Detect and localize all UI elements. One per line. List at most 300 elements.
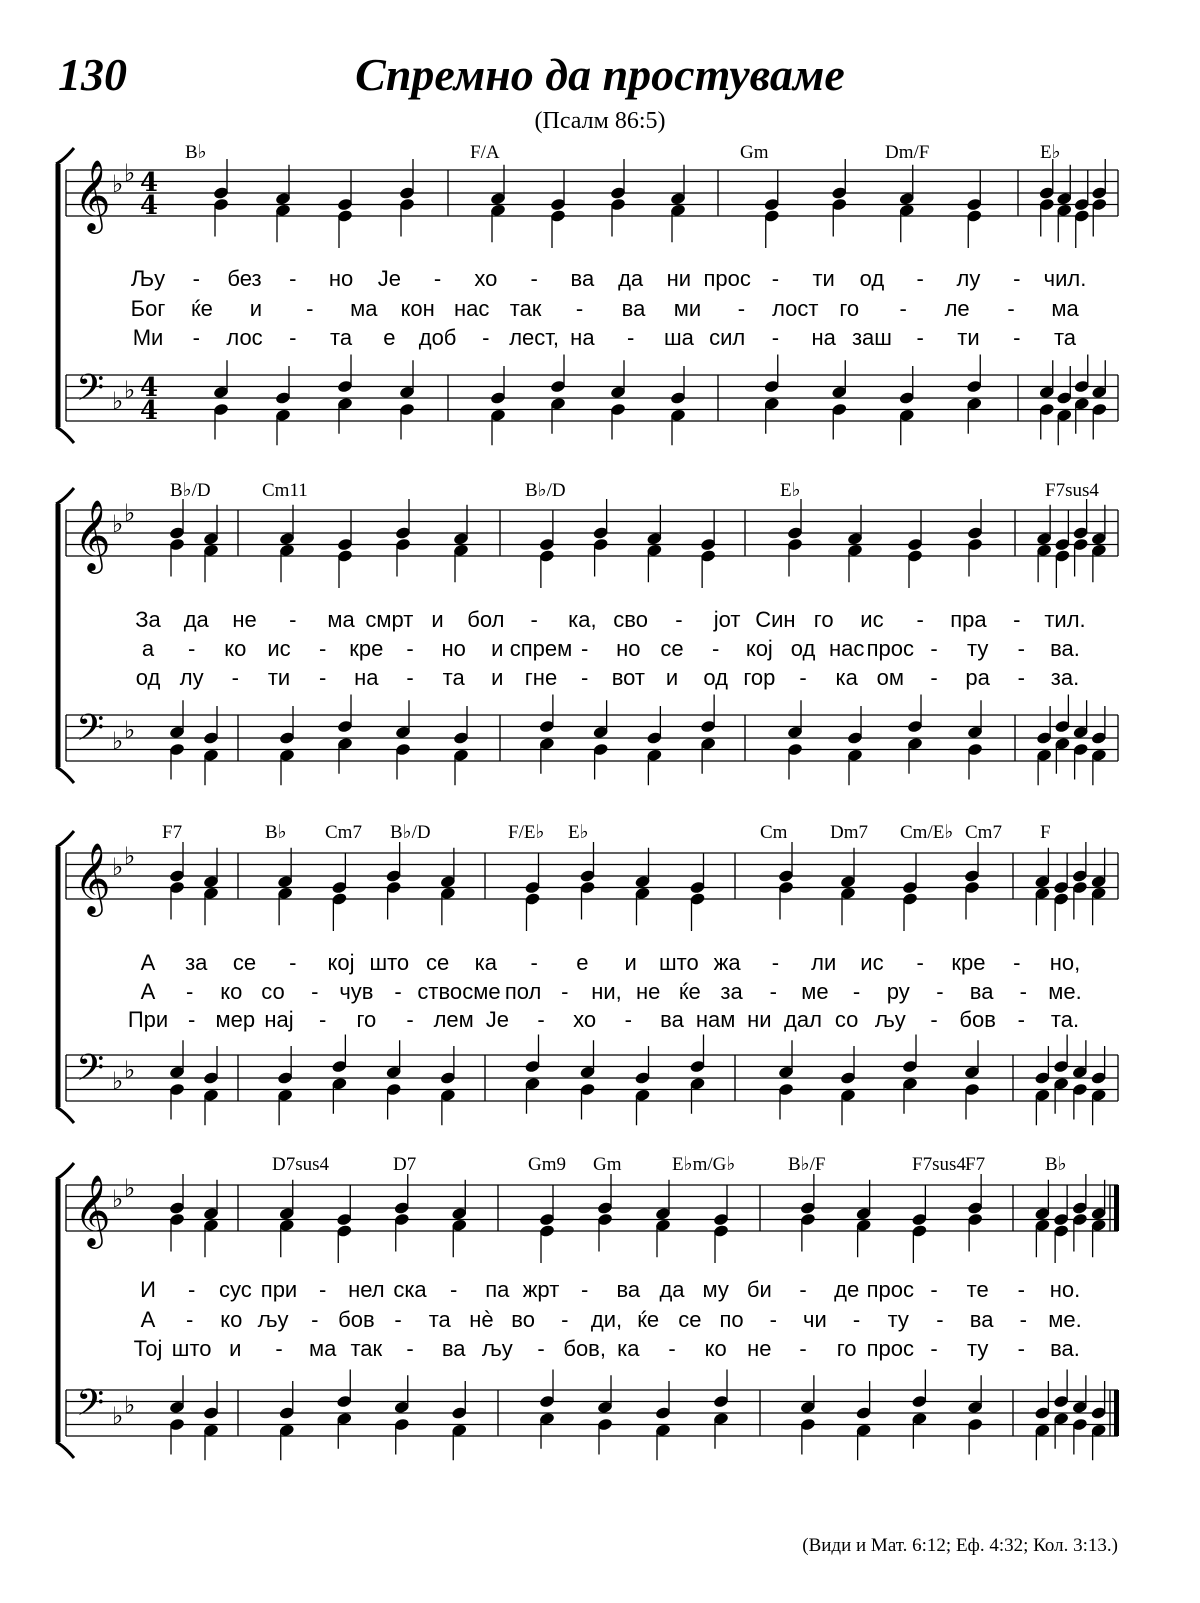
- song-subtitle: (Псалм 86:5): [534, 108, 666, 134]
- lyric-hyphen: -: [561, 979, 569, 1004]
- lyric-syllable: ва.: [1050, 1336, 1080, 1361]
- scripture-references: (Види и Мат. 6:12; Еф. 4:32; Кол. 3:13.): [802, 1535, 1118, 1556]
- lyric-syllable: е: [576, 950, 589, 975]
- lyric-hyphen: -: [852, 979, 861, 1004]
- lyric-syllable: па: [485, 1277, 510, 1302]
- lyric-syllable: и: [665, 665, 679, 690]
- lyric-syllable: ту: [967, 636, 989, 661]
- lyric-syllable: лост: [772, 296, 819, 321]
- lyric-hyphen: -: [771, 950, 780, 975]
- lyric-hyphen: -: [930, 636, 938, 661]
- lyric-syllable: сил: [709, 325, 746, 350]
- lyric-hyphen: -: [406, 665, 414, 690]
- lyric-hyphen: -: [936, 1307, 944, 1332]
- key-flat-icon: ♭: [124, 376, 136, 404]
- lyric-syllable: ва: [969, 1307, 994, 1332]
- lyric-syllable: но,: [1049, 950, 1081, 975]
- lyric-hyphen: -: [799, 1336, 807, 1361]
- lyric-syllable: за.: [1050, 665, 1080, 690]
- lyric-syllable: ка: [617, 1336, 640, 1361]
- lyric-hyphen: -: [319, 1007, 327, 1032]
- chord-symbol: F7sus4: [912, 1154, 966, 1175]
- lyric-syllable: Син: [755, 607, 796, 632]
- bracket-hook: [56, 767, 74, 783]
- lyric-hyphen: -: [306, 296, 314, 321]
- lyric-syllable: сус: [218, 1277, 252, 1302]
- lyric-syllable: и: [249, 296, 263, 321]
- lyric-syllable: прос: [866, 1277, 915, 1302]
- lyric-syllable: та.: [1050, 1007, 1080, 1032]
- treble-clef-icon: 𝄞: [74, 1173, 111, 1246]
- lyric-syllable: ва: [570, 266, 595, 291]
- lyric-syllable: ко: [224, 636, 247, 661]
- key-flat-icon: ♭: [112, 1185, 124, 1213]
- key-flat-icon: ♭: [124, 499, 136, 527]
- lyric-syllable: чил.: [1043, 266, 1087, 291]
- lyric-syllable: би: [746, 1277, 772, 1302]
- lyric-syllable: и: [491, 665, 504, 690]
- lyric-syllable: вот: [611, 665, 645, 690]
- lyric-hyphen: -: [930, 1007, 938, 1032]
- lyric-hyphen: -: [537, 1336, 545, 1361]
- lyric-syllable: на: [354, 665, 379, 690]
- lyric-syllable: ти: [957, 325, 980, 350]
- lyric-syllable: го: [356, 1007, 377, 1032]
- lyric-syllable: и: [229, 1336, 242, 1361]
- song-number: 130: [58, 49, 127, 100]
- lyric-hyphen: -: [561, 1307, 569, 1332]
- lyric-syllable: нам: [695, 1007, 736, 1032]
- lyric-syllable: му: [702, 1277, 729, 1302]
- chord-symbol: D7: [393, 1154, 417, 1175]
- lyric-syllable: ко: [220, 1307, 243, 1332]
- final-barline: [1114, 1390, 1119, 1436]
- lyric-syllable: кој: [327, 950, 355, 975]
- lyric-hyphen: -: [1007, 296, 1015, 321]
- bass-clef-icon: 𝄢: [76, 1047, 105, 1098]
- bracket-hook: [56, 488, 74, 504]
- lyric-syllable: ди,: [590, 1307, 623, 1332]
- lyric-syllable: жа: [713, 950, 741, 975]
- lyric-hyphen: -: [1017, 1277, 1025, 1302]
- chord-symbol: E♭: [568, 822, 589, 843]
- chord-symbol: Cm7: [325, 822, 362, 843]
- lyric-syllable: заш: [851, 325, 892, 350]
- lyric-syllable: жрт: [522, 1277, 560, 1302]
- lyric-syllable: ска: [393, 1277, 427, 1302]
- lyric-syllable: ми: [673, 296, 702, 321]
- bass-clef-icon: 𝄢: [76, 1382, 105, 1433]
- lyric-syllable: ле: [944, 296, 970, 321]
- key-flat-icon: ♭: [124, 1174, 136, 1202]
- lyric-syllable: чи: [803, 1307, 827, 1332]
- final-barline: [1114, 1185, 1119, 1231]
- lyric-hyphen: -: [192, 325, 200, 350]
- lyric-syllable: чув: [339, 979, 374, 1004]
- lyric-syllable: ка: [474, 950, 498, 975]
- lyric-hyphen: -: [192, 266, 200, 291]
- chord-symbol: Cm11: [262, 480, 308, 501]
- chord-symbol: B♭/D: [390, 822, 431, 843]
- lyric-hyphen: -: [916, 607, 924, 632]
- lyric-syllable: кре: [349, 636, 384, 661]
- lyric-syllable: и: [431, 607, 444, 632]
- lyric-syllable: кон: [400, 296, 435, 321]
- lyric-syllable: љу: [257, 1307, 289, 1332]
- lyric-hyphen: -: [406, 636, 414, 661]
- lyric-syllable: ва: [616, 1277, 641, 1302]
- lyric-syllable: Љу: [130, 266, 166, 291]
- lyric-syllable: од: [135, 665, 161, 690]
- lyric-hyphen: -: [1017, 665, 1025, 690]
- lyric-hyphen: -: [930, 1336, 938, 1361]
- chord-symbol: E♭: [1040, 142, 1061, 163]
- lyric-syllable: бов: [959, 1007, 996, 1032]
- lyric-syllable: и: [491, 636, 504, 661]
- lyric-hyphen: -: [450, 1277, 458, 1302]
- lyric-hyphen: -: [899, 296, 907, 321]
- lyric-hyphen: -: [186, 1307, 194, 1332]
- lyric-hyphen: -: [916, 950, 924, 975]
- lyric-syllable: се: [678, 1307, 702, 1332]
- chord-symbol: Cm7: [965, 822, 1002, 843]
- lyric-syllable: ва: [969, 979, 994, 1004]
- lyric-syllable: А: [140, 950, 156, 975]
- lyric-hyphen: -: [311, 1307, 319, 1332]
- lyric-syllable: не: [635, 979, 661, 1004]
- lyric-syllable: бов: [338, 1307, 375, 1332]
- lyric-syllable: ќе: [678, 979, 701, 1004]
- lyric-syllable: та: [330, 325, 353, 350]
- lyric-hyphen: -: [530, 607, 538, 632]
- lyric-syllable: лу: [179, 665, 204, 690]
- lyric-syllable: ва.: [1050, 636, 1080, 661]
- bass-clef-icon: 𝄢: [76, 367, 105, 418]
- lyric-syllable: сме: [462, 979, 501, 1004]
- lyric-syllable: нè: [469, 1307, 494, 1332]
- lyric-syllable: хо: [573, 1007, 597, 1032]
- lyric-hyphen: -: [188, 1007, 196, 1032]
- key-flat-icon: ♭: [124, 716, 136, 744]
- lyric-syllable: При: [127, 1007, 169, 1032]
- lyric-syllable: ис: [860, 950, 884, 975]
- lyric-syllable: гор: [743, 665, 776, 690]
- lyric-syllable: та: [428, 1307, 451, 1332]
- lyric-syllable: ни: [747, 1007, 772, 1032]
- lyric-hyphen: -: [1013, 325, 1021, 350]
- lyric-syllable: кој: [745, 636, 773, 661]
- lyric-hyphen: -: [482, 325, 490, 350]
- lyric-hyphen: -: [319, 636, 327, 661]
- lyric-syllable: ва: [621, 296, 646, 321]
- lyric-syllable: спрем: [509, 636, 573, 661]
- key-flat-icon: ♭: [124, 159, 136, 187]
- lyric-syllable: ра: [965, 665, 990, 690]
- lyric-hyphen: -: [771, 325, 780, 350]
- lyric-syllable: тил.: [1044, 607, 1086, 632]
- time-signature-top: 4: [140, 373, 159, 403]
- key-flat-icon: ♭: [124, 842, 136, 870]
- lyric-syllable: е: [383, 325, 396, 350]
- lyric-hyphen: -: [852, 1307, 861, 1332]
- lyric-syllable: де: [834, 1277, 860, 1302]
- lyric-syllable: да: [183, 607, 209, 632]
- chord-symbol: Dm/F: [885, 142, 930, 163]
- bass-clef-icon: 𝄢: [76, 707, 105, 758]
- key-flat-icon: ♭: [112, 387, 124, 415]
- chord-symbol: B♭/D: [525, 480, 566, 501]
- lyric-hyphen: -: [668, 1336, 676, 1361]
- lyric-hyphen: -: [394, 1307, 402, 1332]
- time-signature-top: 4: [140, 168, 159, 198]
- lyric-syllable: ни: [666, 266, 692, 291]
- lyric-syllable: та: [1053, 325, 1077, 350]
- lyric-syllable: да: [659, 1277, 685, 1302]
- lyric-syllable: по: [719, 1307, 744, 1332]
- lyric-hyphen: -: [799, 1277, 807, 1302]
- lyric-syllable: ќе: [191, 296, 213, 321]
- lyric-syllable: се: [232, 950, 257, 975]
- lyric-syllable: што: [659, 950, 699, 975]
- lyric-hyphen: -: [231, 665, 239, 690]
- lyric-syllable: ом: [876, 665, 905, 690]
- lyric-syllable: но.: [1049, 1277, 1081, 1302]
- chord-symbol: B♭: [185, 142, 207, 163]
- lyric-syllable: и: [624, 950, 637, 975]
- lyric-syllable: ко: [704, 1336, 727, 1361]
- lyric-hyphen: -: [769, 1307, 777, 1332]
- lyric-syllable: ша: [663, 325, 694, 350]
- chord-symbol: E♭m/G♭: [672, 1154, 736, 1175]
- lyric-hyphen: -: [530, 266, 538, 291]
- lyric-hyphen: -: [581, 665, 589, 690]
- lyric-syllable: бов,: [563, 1336, 606, 1361]
- lyric-syllable: да: [618, 266, 644, 291]
- key-flat-icon: ♭: [124, 1056, 136, 1084]
- lyric-syllable: лем: [433, 1007, 474, 1032]
- lyric-hyphen: -: [186, 979, 194, 1004]
- lyric-syllable: со: [834, 1007, 859, 1032]
- lyric-syllable: ство: [417, 979, 463, 1004]
- lyric-syllable: А: [140, 979, 156, 1004]
- treble-clef-icon: 𝄞: [74, 158, 111, 231]
- lyric-hyphen: -: [433, 266, 442, 291]
- lyric-hyphen: -: [1013, 607, 1021, 632]
- lyric-hyphen: -: [712, 636, 720, 661]
- lyric-syllable: нел: [348, 1277, 385, 1302]
- lyric-syllable: лест,: [509, 325, 560, 350]
- lyric-syllable: А: [140, 1307, 156, 1332]
- lyric-syllable: ка,: [568, 607, 597, 632]
- lyric-syllable: Је: [377, 266, 401, 291]
- lyric-syllable: љу: [874, 1007, 906, 1032]
- lyric-hyphen: -: [537, 1007, 545, 1032]
- lyric-syllable: пра: [950, 607, 987, 632]
- lyric-syllable: ти: [812, 266, 835, 291]
- lyric-syllable: љу: [481, 1336, 513, 1361]
- lyric-hyphen: -: [1019, 1307, 1027, 1332]
- lyric-syllable: Тој: [133, 1336, 163, 1361]
- lyric-hyphen: -: [406, 1336, 414, 1361]
- chord-symbol: B♭/D: [170, 480, 211, 501]
- lyric-syllable: ма: [308, 1336, 337, 1361]
- lyric-syllable: од: [703, 665, 728, 690]
- key-flat-icon: ♭: [112, 170, 124, 198]
- lyric-hyphen: -: [575, 296, 584, 321]
- lyric-syllable: што: [369, 950, 410, 975]
- song-title: Спремно да простуваме: [355, 49, 845, 100]
- bracket-hook: [56, 1442, 74, 1458]
- lyric-syllable: ту: [967, 1336, 989, 1361]
- lyric-syllable: так: [350, 1336, 383, 1361]
- chord-symbol: Gm: [593, 1154, 622, 1175]
- lyric-hyphen: -: [936, 979, 944, 1004]
- lyric-syllable: не: [232, 607, 257, 632]
- time-signature-bottom: 4: [140, 191, 159, 221]
- lyric-hyphen: -: [406, 1007, 414, 1032]
- lyric-syllable: се: [660, 636, 684, 661]
- time-signature-bottom: 4: [140, 396, 159, 426]
- lyric-syllable: при: [260, 1277, 298, 1302]
- lyric-syllable: ма: [327, 607, 355, 632]
- chord-symbol: Gm9: [528, 1154, 566, 1175]
- lyric-hyphen: -: [581, 1277, 589, 1302]
- lyric-hyphen: -: [737, 296, 746, 321]
- lyric-hyphen: -: [626, 325, 635, 350]
- lyric-syllable: дал: [784, 1007, 822, 1032]
- lyric-syllable: лос: [226, 325, 263, 350]
- lyric-syllable: ме.: [1048, 979, 1082, 1004]
- lyric-hyphen: -: [771, 266, 780, 291]
- lyric-syllable: ли: [811, 950, 837, 975]
- chord-symbol: Cm/E♭: [900, 822, 954, 843]
- lyric-hyphen: -: [530, 950, 538, 975]
- chord-symbol: Dm7: [830, 822, 868, 843]
- lyric-hyphen: -: [275, 1336, 283, 1361]
- lyric-syllable: ќе: [637, 1307, 660, 1332]
- bracket-hook: [56, 148, 74, 164]
- lyric-syllable: ва: [660, 1007, 684, 1032]
- lyric-syllable: ме: [801, 979, 829, 1004]
- lyric-hyphen: -: [769, 979, 777, 1004]
- lyric-syllable: што: [171, 1336, 212, 1361]
- key-flat-icon: ♭: [112, 727, 124, 755]
- lyric-syllable: лу: [956, 266, 981, 291]
- lyric-hyphen: -: [319, 665, 327, 690]
- lyric-syllable: И: [140, 1277, 156, 1302]
- lyric-hyphen: -: [289, 325, 297, 350]
- chord-symbol: F7sus4: [1045, 480, 1099, 501]
- lyric-syllable: за: [185, 950, 208, 975]
- bracket-hook: [56, 1107, 74, 1123]
- lyric-syllable: но: [616, 636, 641, 661]
- lyric-syllable: нас: [828, 636, 865, 661]
- lyric-syllable: ма: [350, 296, 378, 321]
- lyric-hyphen: -: [916, 266, 924, 291]
- lyric-syllable: Је: [485, 1007, 509, 1032]
- lyric-syllable: ко: [220, 979, 243, 1004]
- lyric-syllable: ма: [1051, 296, 1079, 321]
- key-flat-icon: ♭: [112, 853, 124, 881]
- chord-symbol: B♭/F: [788, 1154, 826, 1175]
- lyric-syllable: но: [328, 266, 354, 291]
- lyric-syllable: во: [511, 1307, 535, 1332]
- lyric-syllable: го: [839, 296, 860, 321]
- lyric-syllable: прос: [866, 1336, 915, 1361]
- key-flat-icon: ♭: [112, 510, 124, 538]
- lyric-syllable: бол: [467, 607, 505, 632]
- lyric-syllable: те: [966, 1277, 989, 1302]
- lyric-syllable: јот: [713, 607, 741, 632]
- chord-symbol: B♭: [265, 822, 287, 843]
- lyric-syllable: се: [425, 950, 450, 975]
- lyric-syllable: Ми: [132, 325, 164, 350]
- lyric-syllable: ме.: [1048, 1307, 1082, 1332]
- lyric-hyphen: -: [675, 607, 683, 632]
- lyric-hyphen: -: [930, 1277, 938, 1302]
- lyric-syllable: ни,: [591, 979, 622, 1004]
- lyric-syllable: ту: [887, 1307, 909, 1332]
- bracket-hook: [56, 831, 74, 847]
- chord-symbol: B♭: [1045, 1154, 1067, 1175]
- lyric-syllable: прос: [703, 266, 751, 291]
- lyric-syllable: на: [570, 325, 595, 350]
- lyric-hyphen: -: [188, 1277, 196, 1302]
- lyric-hyphen: -: [1017, 1336, 1025, 1361]
- lyric-syllable: а: [141, 636, 155, 661]
- lyric-syllable: сво: [613, 607, 648, 632]
- treble-clef-icon: 𝄞: [74, 498, 111, 571]
- lyric-syllable: За: [135, 607, 161, 632]
- lyric-hyphen: -: [916, 325, 924, 350]
- chord-symbol: F: [1040, 822, 1051, 843]
- lyric-syllable: со: [261, 979, 285, 1004]
- chord-symbol: Cm: [760, 822, 788, 843]
- key-flat-icon: ♭: [112, 1067, 124, 1095]
- lyric-hyphen: -: [289, 266, 297, 291]
- lyric-syllable: не: [747, 1336, 772, 1361]
- lyric-hyphen: -: [581, 636, 589, 661]
- lyric-syllable: ва: [441, 1336, 466, 1361]
- chord-symbol: F/A: [470, 142, 500, 163]
- lyric-syllable: од: [859, 266, 885, 291]
- lyric-syllable: за: [720, 979, 743, 1004]
- lyric-hyphen: -: [1017, 1007, 1025, 1032]
- lyric-syllable: кре: [951, 950, 986, 975]
- lyric-syllable: та: [442, 665, 465, 690]
- chord-symbol: D7sus4: [272, 1154, 330, 1175]
- lyric-syllable: гне: [524, 665, 558, 690]
- key-flat-icon: ♭: [124, 1391, 136, 1419]
- lyric-hyphen: -: [1019, 979, 1027, 1004]
- lyric-hyphen: -: [930, 665, 938, 690]
- chord-symbol: F7: [965, 1154, 986, 1175]
- lyric-hyphen: -: [311, 979, 319, 1004]
- lyric-syllable: ис: [267, 636, 291, 661]
- lyric-syllable: го: [813, 607, 834, 632]
- lyric-syllable: пол: [504, 979, 542, 1004]
- lyric-syllable: нас: [453, 296, 490, 321]
- lyric-syllable: ис: [860, 607, 884, 632]
- lyric-syllable: но: [441, 636, 466, 661]
- chord-symbol: F/E♭: [508, 822, 545, 843]
- lyric-hyphen: -: [289, 950, 297, 975]
- lyric-syllable: прос: [866, 636, 915, 661]
- lyric-syllable: доб: [418, 325, 457, 350]
- key-flat-icon: ♭: [112, 1402, 124, 1430]
- lyric-hyphen: -: [1013, 266, 1021, 291]
- lyric-syllable: од: [790, 636, 816, 661]
